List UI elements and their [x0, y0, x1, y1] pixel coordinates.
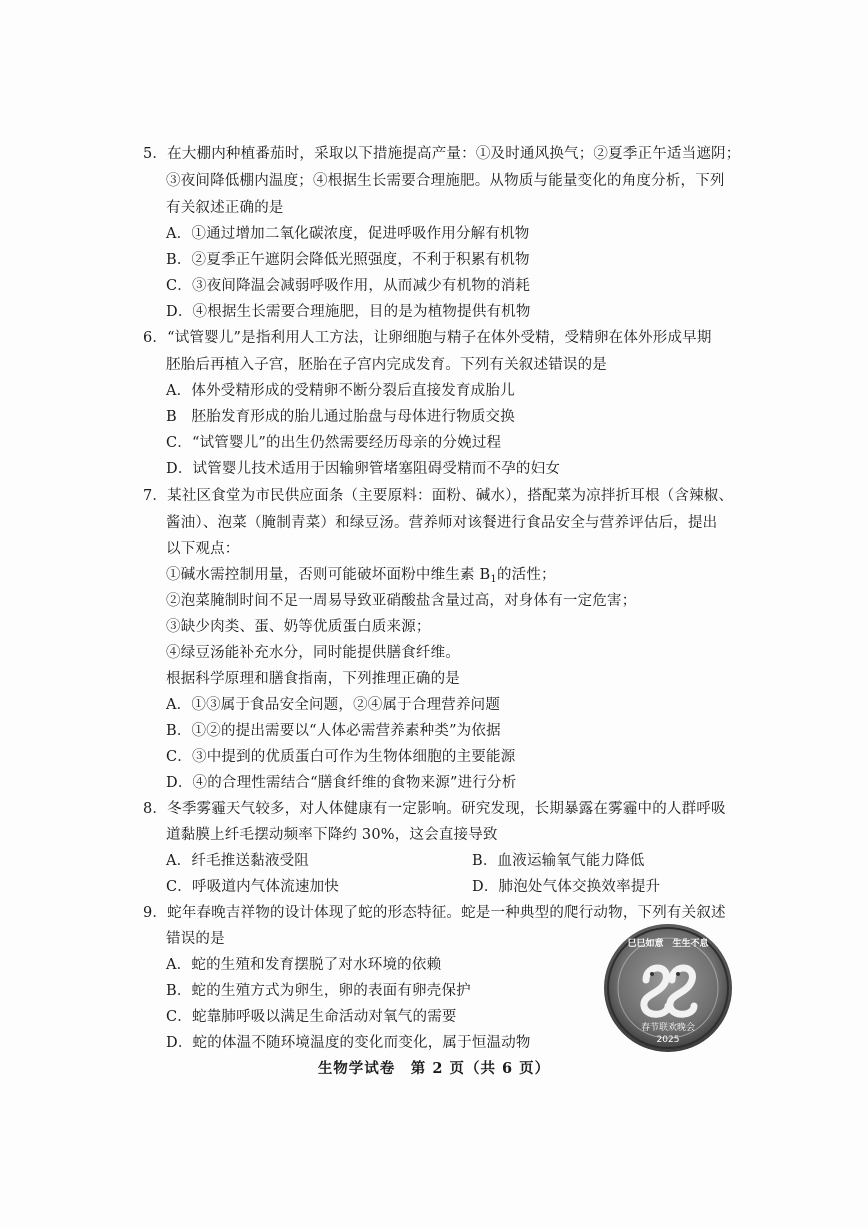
- seal-top-text: 巳巳如意 生生不息: [627, 939, 709, 949]
- q6-stem-line-2: 胚胎后再植入子宫，胚胎在子宫内完成发育。下列有关叙述错误的是: [166, 357, 607, 373]
- q7-point-1-tail: 的活性；: [496, 567, 556, 583]
- q5-option-d: D．④根据生长需要合理施肥，目的是为植物提供有机物: [166, 304, 531, 320]
- q9-stem-line-1: 9．蛇年春晚吉祥物的设计体现了蛇的形态特征。蛇是一种典型的爬行动物，下列有关叙述: [143, 905, 726, 921]
- q7-prompt: 根据科学原理和膳食指南，下列推理正确的是: [166, 671, 460, 687]
- q8-option-d: D．肺泡处气体交换效率提升: [472, 879, 661, 895]
- q9-option-a: A．蛇的生殖和发育摆脱了对水环境的依赖: [166, 957, 442, 973]
- q9-option-b: B．蛇的生殖方式为卵生，卵的表面有卵壳保护: [166, 983, 471, 999]
- q7-stem-line-2: 酱油）、泡菜（腌制青菜）和绿豆汤。营养师对该餐进行食品安全与营养评估后，提出: [166, 515, 718, 531]
- q5-stem-line-2: ③夜间降低棚内温度；④根据生长需要合理施肥。从物质与能量变化的角度分析，下列: [166, 173, 725, 189]
- q9-option-c: C．蛇靠肺呼吸以满足生命活动对氧气的需要: [166, 1009, 457, 1025]
- seal-year: 2025: [656, 1035, 680, 1045]
- q7-point-1: [166, 565, 556, 590]
- q7-point-2: ②泡菜腌制时间不足一周易导致亚硝酸盐含量过高，对身体有一定危害；: [166, 593, 637, 609]
- page-footer: 生物学试卷 第 2 页（共 6 页）: [317, 1060, 551, 1077]
- q5-stem-line-3: 有关叙述正确的是: [166, 200, 284, 216]
- q9-stem-line-2: 错误的是: [166, 931, 225, 947]
- q8-option-a: A．纤毛推送黏液受阻: [166, 853, 309, 869]
- q6-stem-line-1: 6．“试管婴儿”是指利用人工方法，让卵细胞与精子在体外受精，受精卵在体外形成早期: [143, 330, 712, 346]
- q9-option-d: D．蛇的体温不随环境温度的变化而变化，属于恒温动物: [166, 1035, 531, 1051]
- q7-point-1-text: ①碱水需控制用量，否则可能破坏面粉中维生素 B: [166, 567, 491, 583]
- q6-option-a: A．体外受精形成的受精卵不断分裂后直接发育成胎儿: [166, 383, 515, 399]
- q7-option-a: A．①③属于食品安全问题，②④属于合理营养问题: [166, 697, 501, 713]
- q5-option-b: B．②夏季正午遮阴会降低光照强度，不利于积累有机物: [166, 252, 530, 268]
- q7-stem-line-3: 以下观点：: [166, 541, 240, 557]
- seal-bottom-text: 春节联欢晚会: [640, 1023, 696, 1033]
- q5-stem-line-1: 5．在大棚内种植番茄时，采取以下措施提高产量：①及时通风换气；②夏季正午适当遮阴；: [143, 146, 741, 162]
- q8-option-b: B．血液运输氧气能力降低: [472, 853, 645, 869]
- q8-stem-line-2: 道黏膜上纤毛摆动频率下降约 30%，这会直接导致: [166, 827, 498, 843]
- q6-option-b: B 胚胎发育形成的胎儿通过胎盘与母体进行物质交换: [166, 409, 515, 425]
- q7-point-4: ④绿豆汤能补充水分，同时能提供膳食纤维。: [166, 645, 460, 661]
- q7-stem-line-1: 7．某社区食堂为市民供应面条（主要原料：面粉、碱水），搭配菜为凉拌折耳根（含辣椒、: [143, 488, 734, 504]
- q6-option-d: D．试管婴儿技术适用于因输卵管堵塞阻碍受精而不孕的妇女: [166, 461, 561, 477]
- q6-option-c: C．“试管婴儿”的出生仍然需要经历母亲的分娩过程: [166, 435, 502, 451]
- q8-option-c: C．呼吸道内气体流速加快: [166, 879, 339, 895]
- q8-stem-line-1: 8．冬季雾霾天气较多，对人体健康有一定影响。研究发现，长期暴露在雾霾中的人群呼吸: [143, 801, 726, 817]
- q7-option-c: C．③中提到的优质蛋白可作为生物体细胞的主要能源: [166, 749, 516, 765]
- vitamin-subscript: 1: [490, 574, 497, 585]
- q7-option-d: D．④的合理性需结合“膳食纤维的食物来源”进行分析: [166, 775, 517, 791]
- q7-point-3: ③缺少肉类、蛋、奶等优质蛋白质来源；: [166, 619, 431, 635]
- q5-option-a: A．①通过增加二氧化碳浓度，促进呼吸作用分解有机物: [166, 226, 530, 242]
- q5-option-c: C．③夜间降温会减弱呼吸作用，从而减少有机物的消耗: [166, 278, 531, 294]
- q7-option-b: B．①②的提出需要以“人体必需营养素种类”为依据: [166, 723, 501, 739]
- snake-mascot-seal-icon: [602, 922, 734, 1054]
